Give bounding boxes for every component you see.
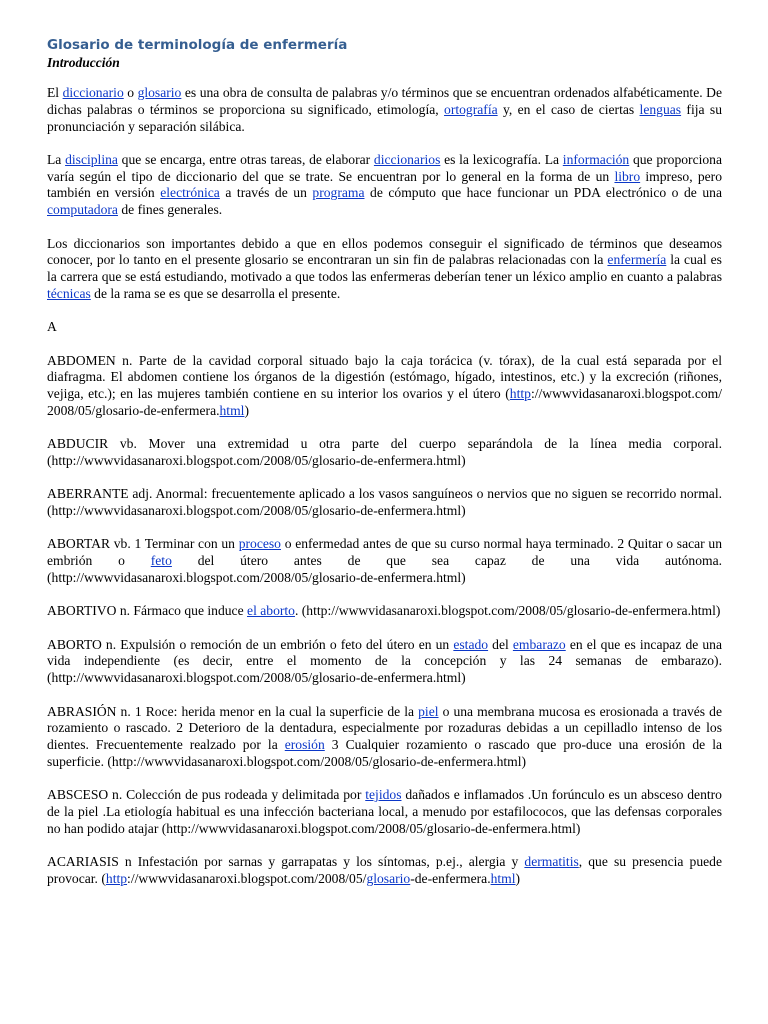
hyperlink[interactable]: piel (418, 703, 439, 719)
hyperlink[interactable]: feto (150, 553, 172, 569)
text-span: ABORTO n. Expulsión o remoción de un embrión o feto del útero en un (47, 636, 454, 652)
hyperlink[interactable]: erosión (284, 737, 325, 753)
hyperlink[interactable]: lenguas (639, 101, 682, 117)
text-span: a través de un (219, 185, 313, 201)
text-span: o enfermedad antes de que su curso normal haya terminado. 2 Quitar o sacar un embrión o (47, 536, 723, 569)
text-span: ABERRANTE adj. Anormal: frecuentemente aplicado a los vasos sanguíneos o nervios que no siguen se recorrido normal. (http://wwwvidasanaroxi.blogspot.com/2008/05/glosario-de-enfermera.html) (47, 486, 722, 519)
text-span: es una obra de consulta de palabras y/o términos que se encuentran ordenados alfabéticamente. De dichas palabras o términos se proporciona su significado, etimología, (47, 85, 722, 117)
text-span: o una membrana mucosa es erosionada a través de rozamiento o rascado. 2 Deterioro de la dentadura, especialmente por rozaduras debidas a un cepilladlo intenso de los dientes. Frecuentemente realzado por la (47, 703, 722, 753)
entry-acariasis (47, 854, 722, 888)
hyperlink[interactable]: información (562, 151, 630, 167)
text-span: -de-enfermera. (410, 870, 491, 886)
hyperlink[interactable]: diccionario (62, 85, 124, 100)
text-span: o (123, 85, 138, 100)
text-span: fija su pronunciación y separación silábica. (47, 101, 722, 134)
hyperlink[interactable]: proceso (238, 536, 281, 552)
hyperlink[interactable]: libro (614, 168, 641, 184)
hyperlink[interactable]: disciplina (65, 151, 118, 167)
hyperlink[interactable]: glosario (137, 85, 182, 100)
hyperlink[interactable]: estado (453, 636, 489, 652)
hyperlink[interactable]: embarazo (512, 636, 566, 652)
text-span: ABDUCIR vb. Mover una extremidad u otra parte del cuerpo separándola de la línea media corporal. (http://wwwvidasanaroxi.blogspot.com/2008/05/glosario-de-enfermera.html) (47, 436, 722, 469)
hyperlink[interactable]: diccionarios (373, 151, 441, 167)
intro-paragraph-1 (47, 85, 722, 135)
text-span: dañados e inflamados .Un forúnculo es un absceso dentro de la piel .La etiología habitual es una infección bacteriana local, a menudo por estafilococos, que las defensas corporales no han podido atajar (http://wwwvidasanaroxi.blogspot.com/2008/05/glosario-de-enfermera.html) (47, 787, 722, 836)
hyperlink[interactable]: html (490, 870, 516, 886)
document-subtitle: Introducción (47, 55, 120, 70)
text-span: de fines generales. (117, 202, 223, 218)
entry-abdomen (47, 353, 722, 420)
entry-abducir (47, 436, 722, 470)
hyperlink[interactable]: ortografía (444, 101, 498, 117)
text-span: . (http://wwwvidasanaroxi.blogspot.com/2008/05/glosario-de-enfermera.html) (294, 603, 721, 619)
entry-absceso (47, 787, 722, 837)
text-span: en el que es incapaz de una vida independiente (es decir, entre el momento de la concepción y las 24 semanas de embarazo). (http://wwwvidasanaroxi.blogspot.com/2008/05/glosario-de-enfermera.html) (47, 636, 723, 686)
entry-abrasion (47, 704, 722, 771)
hyperlink[interactable]: enfermería (607, 252, 667, 268)
entry-abortar (47, 536, 722, 586)
text-span: y, en el caso de ciertas (497, 101, 640, 117)
text-span: ABORTAR vb. 1 Terminar con un (47, 536, 239, 552)
document-title: Glosario de terminología de enfermería (47, 37, 348, 53)
text-span: que proporciona varía según el tipo de diccionario del que se trate. Se encuentran por lo general en la forma de un (47, 151, 723, 184)
text-span: A (47, 319, 57, 335)
hyperlink[interactable]: electrónica (160, 185, 220, 201)
hyperlink[interactable]: http (105, 870, 128, 886)
text-span: ABRASIÓN n. 1 Roce: herida menor en la cual la superficie de la (47, 703, 419, 719)
text-span: del (488, 636, 513, 652)
text-span: ://wwwvidasanaroxi.blogspot.com/ 2008/05/glosario-de-enfermera. (47, 386, 722, 418)
hyperlink[interactable]: glosario (366, 870, 411, 886)
hyperlink[interactable]: computadora (47, 202, 118, 218)
hyperlink[interactable]: dermatitis (524, 854, 579, 870)
text-span: de cómputo que hace funcionar un PDA electrónico o de una (364, 185, 722, 201)
text-span: ABDOMEN n. Parte de la cavidad corporal situado bajo la caja torácica (v. tórax), de la cual está separada por el diafragma. El abdomen contiene los órganos de la digestión (estómago, hígado, intestinos, etc.) y la excreción (riñones, vejiga, etc.); en las mujeres también contiene en su interior los ovarios y el útero ( (47, 352, 722, 402)
text-span: El (47, 85, 63, 100)
text-span: La (47, 151, 66, 167)
intro-paragraph-2 (47, 152, 722, 219)
document-content (47, 36, 722, 904)
hyperlink[interactable]: el aborto (247, 603, 295, 619)
section-letter-a (47, 319, 722, 336)
intro-paragraph-3 (47, 236, 722, 303)
document-body (47, 85, 722, 888)
hyperlink[interactable]: html (219, 402, 245, 418)
entry-aberrante (47, 486, 722, 520)
text-span: del útero antes de que sea capaz de una vida autónoma. (http://wwwvidasanaroxi.blogspot.com/2008/05/glosario-de-enfermera.html) (47, 553, 722, 586)
text-span: Los diccionarios son importantes debido a que en ellos podemos conseguir el significado de términos que deseamos conocer, por lo tanto en el presente glosario se encontraran un sin fin de palabras relacionadas con la (47, 235, 722, 268)
text-span: la cual es la carrera que se está estudiando, motivado a que todos las enfermeras deberían tener un léxico amplio en cuanto a palabras (47, 252, 722, 285)
text-span: ) (244, 402, 249, 418)
text-span: ) (515, 870, 521, 886)
text-span: de la rama se es que se desarrolla el presente. (90, 285, 341, 301)
text-span: 3 Cualquier rozamiento o rascado que pro-duce una erosión de la superficie. (http://wwwvidasanaroxi.blogspot.com/2008/05/glosario-de-enfermera.html) (47, 737, 722, 769)
text-span: ://wwwvidasanaroxi.blogspot.com/2008/05/ (127, 870, 367, 886)
hyperlink[interactable]: programa (312, 185, 365, 201)
entry-abortivo (47, 603, 722, 620)
hyperlink[interactable]: http (509, 386, 531, 402)
text-span: que se encarga, entre otras tareas, de elaborar (117, 151, 374, 167)
text-span: ABORTIVO n. Fármaco que induce (47, 603, 248, 619)
hyperlink[interactable]: técnicas (47, 285, 91, 301)
text-span: , que su presencia puede provocar. ( (47, 854, 722, 886)
text-span: ACARIASIS n Infestación por sarnas y garrapatas y los síntomas, p.ej., alergia y (47, 854, 525, 870)
text-span: ABSCESO n. Colección de pus rodeada y delimitada por (47, 787, 366, 803)
entry-aborto (47, 637, 722, 687)
hyperlink[interactable]: tejidos (365, 787, 402, 803)
text-span: impreso, pero también en versión (47, 168, 722, 201)
text-span: es la lexicografía. La (440, 151, 563, 167)
